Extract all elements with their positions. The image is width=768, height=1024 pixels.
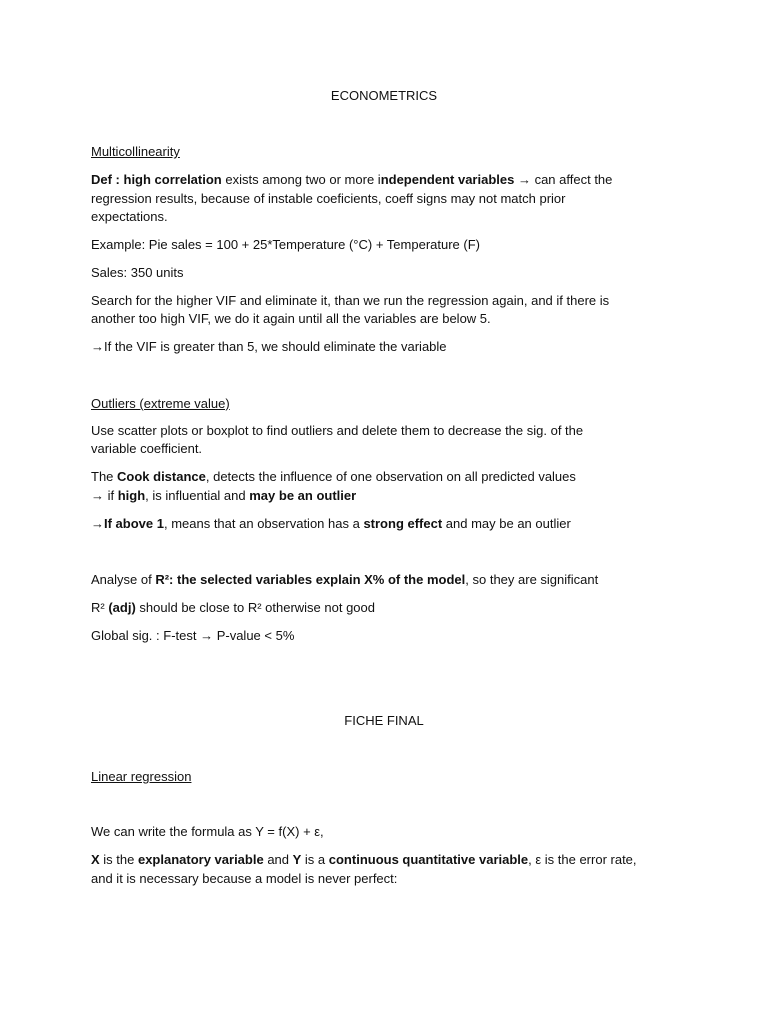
page-title: ECONOMETRICS [330,88,438,103]
xy-text-2: and [263,852,293,867]
adj-text-2: should be close to R² otherwise not good [135,600,375,615]
xy-bold-continuous: continuous quantitative variable [328,852,529,867]
search-line-2: another too high VIF, we do it again until all the variables are below 5. [91,311,491,326]
formula-line: We can write the formula as Y = f(X) + ε, [91,824,324,839]
def-text-1: exists among two or more i [221,172,381,187]
xy-text-4: , ε is the error rate, [528,852,637,867]
analyse-line [91,571,691,590]
cook-bold-distance: Cook distance [117,469,206,484]
cook-text-3: if [104,488,118,503]
def-text-2: can affect the [530,172,613,187]
cook-line-2 [91,487,691,506]
above-line [91,515,691,534]
linear-regression-heading: Linear regression [91,769,192,784]
def-lead: Def : [91,172,124,187]
cook-text-4: , is influential and [145,488,250,503]
definition-line-2: regression results, because of instable coeficients, coeff signs may not match prior [91,191,566,206]
def-bold-high-correlation: high correlation [123,172,222,187]
analyse-text-1: Analyse of [91,572,156,587]
global-sig-line [91,627,691,646]
above-bold-1: If above 1 [104,516,164,531]
cook-text-1: The [91,469,118,484]
analyse-text-2: , so they are significant [465,572,599,587]
xy-bold-y: Y [292,852,302,867]
vif-text: If the VIF is greater than 5, we should eliminate the variable [104,339,447,354]
arrow-right-icon: → [200,628,214,643]
xy-line-2: and it is necessary because a model is never perfect: [91,871,398,886]
arrow-right-icon: → [91,339,104,354]
arrow-right-icon: → [517,172,531,187]
example-line: Example: Pie sales = 100 + 25*Temperature (°C) + Temperature (F) [91,237,480,252]
adj-text-1: R² [91,600,109,615]
global-text-1: Global sig. : F-test [91,628,201,643]
cook-bold-outlier: may be an outlier [249,488,357,503]
xy-text-1: is the [99,852,138,867]
xy-bold-explanatory: explanatory variable [137,852,264,867]
definition-line-1 [91,171,691,190]
cook-text-2: , detects the influence of one observation on all predicted values [205,469,576,484]
above-text-1: , means that an observation has a [163,516,364,531]
multicollinearity-heading: Multicollinearity [91,144,180,159]
vif-line [91,338,691,357]
definition-line-3: expectations. [91,209,168,224]
use-line-1: Use scatter plots or boxplot to find outliers and delete them to decrease the sig. of the [91,423,584,438]
xy-line-1 [91,851,691,870]
xy-text-3: is a [301,852,329,867]
arrow-right-icon: → [91,488,104,503]
analyse-bold: R²: the selected variables explain X% of the model [155,572,466,587]
above-text-2: and may be an outlier [442,516,571,531]
search-line-1: Search for the higher VIF and eliminate it, than we run the regression again, and if there is [91,293,610,308]
cook-bold-high: high [117,488,146,503]
global-text-2: P-value < 5% [213,628,295,643]
xy-bold-x: X [91,852,100,867]
above-bold-strong-effect: strong effect [363,516,443,531]
adj-bold: (adj) [108,600,136,615]
outliers-heading: Outliers (extreme value) [91,396,230,411]
fiche-final-title: FICHE FINAL [344,713,424,728]
use-line-2: variable coefficient. [91,441,203,456]
cook-line-1 [91,468,691,487]
sales-line: Sales: 350 units [91,265,184,280]
adj-line [91,599,691,618]
def-bold-independent: ndependent variables [380,172,515,187]
arrow-right-icon: → [91,516,104,531]
